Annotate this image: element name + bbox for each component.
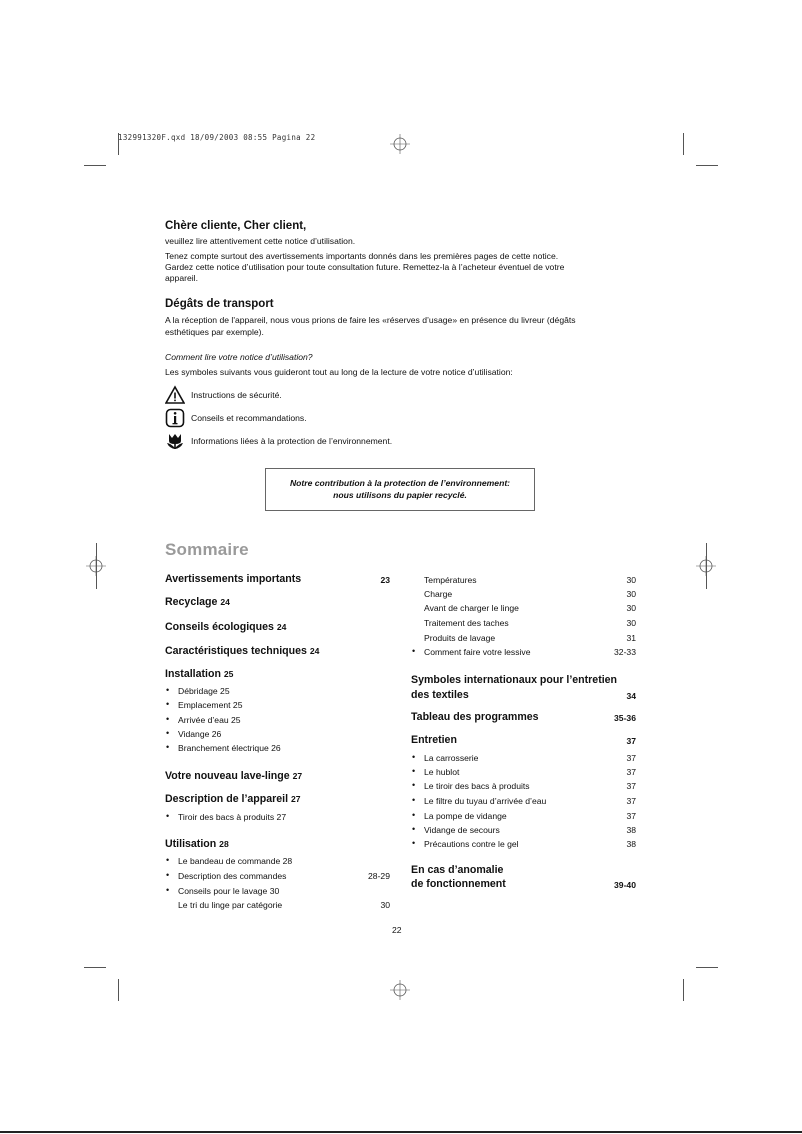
symbol-label-info: Conseils et recommandations. [191,413,307,423]
bullet: • [166,728,170,738]
warning-triangle-icon [165,385,185,405]
registration-mark-icon [390,134,410,154]
bullet: • [166,870,170,880]
crop-mark [118,979,119,1001]
toc-item: Conseils pour le lavage 30 [178,886,280,896]
toc-subitem: Charge [424,589,453,599]
crop-mark [96,543,97,589]
bullet: • [166,855,170,865]
bullet: • [412,838,416,848]
sommaire-title: Sommaire [165,540,249,559]
toc-item: La pompe de vidange [424,811,507,821]
intro-paragraph-2-line-3: appareil. [165,273,198,283]
toc-symboles-line-1: Symboles internationaux pour l’entretien [411,674,618,686]
toc-subitem-page: 30 [626,618,636,628]
toc-item: Précautions contre le gel [424,839,519,849]
toc-item: Arrivée d’eau 25 [178,715,241,725]
toc-subitem-page: 30 [626,575,636,585]
toc-subitem-page: 31 [626,633,636,643]
bullet: • [412,752,416,762]
symbol-label-safety: Instructions de sécurité. [191,390,282,400]
intro-paragraph-2-line-2: Gardez cette notice d’utilisation pour toute consultation future. Remettez-la à l’acheteur éventuel de votre [165,262,565,272]
toc-item-page: 37 [626,811,636,821]
crop-mark [683,133,684,155]
note-line-1: Notre contribution à la protection de l’environnement: [289,478,511,488]
toc-subitem-page: 30 [626,589,636,599]
toc-subitem: Le tri du linge par catégorie [178,900,283,910]
bullet: • [166,685,170,695]
page-number: 22 [392,925,402,935]
intro-paragraph-1: veuillez lire attentivement cette notice d’utilisation. [165,236,356,246]
howto-question: Comment lire votre notice d’utilisation? [165,352,313,362]
toc-caracteristiques: Caractéristiques techniques 24 [165,645,320,657]
recycled-paper-note [265,468,535,511]
toc-subitem-page: 30 [626,603,636,613]
toc-item-page: 38 [626,825,636,835]
info-icon [165,408,185,428]
bullet: • [412,766,416,776]
intro-title: Chère cliente, Cher client, [165,220,307,232]
crop-mark [706,543,707,589]
toc-entretien: Entretien [411,734,457,746]
toc-item: Débridage 25 [178,686,230,696]
toc-subitem: Températures [424,575,477,585]
toc-item-page: 28-29 [368,871,390,881]
toc-avertissements: Avertissements importants [165,573,302,585]
bullet: • [412,824,416,834]
toc-item: Description des commandes [178,871,287,881]
symbol-label-environment: Informations liées à la protection de l’environnement. [191,436,393,446]
toc-nouveau-lave-linge: Votre nouveau lave-linge 27 [165,770,303,782]
bullet: • [412,810,416,820]
note-line-2: nous utilisons du papier recyclé. [333,489,467,500]
toc-subitem: Produits de lavage [424,633,496,643]
toc-item: Vidange de secours [424,825,500,835]
transport-line-1: A la réception de l'appareil, nous vous prions de faire les «réserves d’usage» en présence du livreur (dégâts [165,315,576,325]
intro-paragraph-2-line-1: Tenez compte surtout des avertissements importants donnés dans les premières pages de cette notice. [165,251,559,261]
bullet: • [166,714,170,724]
toc-anomalie-line-2: de fonctionnement [411,878,506,890]
toc-item: Emplacement 25 [178,700,243,710]
toc-item-page: 37 [626,796,636,806]
bullet: • [166,742,170,752]
symbol-row-info [165,408,307,428]
toc-installation: Installation 25 [165,668,234,680]
symbol-row-safety [165,385,282,405]
toc-subitem: Avant de charger le linge [424,603,519,613]
toc-tableau-programmes: Tableau des programmes [411,711,539,723]
toc-item-page: 32-33 [614,647,636,657]
toc-item: La carrosserie [424,753,479,763]
toc-symboles-page: 34 [626,691,636,701]
toc-avertissements-page: 23 [380,575,390,585]
howto-intro: Les symboles suivants vous guideront tout au long de la lecture de votre notice d’utilisation: [165,367,513,377]
toc-item: Le bandeau de commande 28 [178,856,293,866]
toc-recyclage: Recyclage 24 [165,596,230,608]
bullet: • [166,885,170,895]
bullet: • [166,811,170,821]
crop-mark [84,967,106,968]
toc-subitem-page: 30 [380,900,390,910]
toc-item: Comment faire votre lessive [424,647,531,657]
toc-subitem: Traitement des taches [424,618,509,628]
toc-item-page: 37 [626,767,636,777]
bullet: • [412,646,416,656]
toc-item-page: 37 [626,753,636,763]
bottom-rule [0,1131,802,1133]
toc-anomalie-page: 39-40 [614,880,636,890]
toc-item: Le hublot [424,767,460,777]
bullet: • [166,699,170,709]
toc-item: Tiroir des bacs à produits 27 [178,812,287,822]
toc-item: Vidange 26 [178,729,222,739]
registration-mark-icon [390,980,410,1000]
toc-item: Le tiroir des bacs à produits [424,781,530,791]
toc-item: Le filtre du tuyau d’arrivée d’eau [424,796,547,806]
toc-conseils-ecologiques: Conseils écologiques 24 [165,621,287,633]
bullet: • [412,795,416,805]
print-slug: 132991320F.qxd 18/09/2003 08:55 Pagina 22 [118,133,316,142]
bullet: • [412,780,416,790]
toc-item-page: 38 [626,839,636,849]
toc-item: Branchement électrique 26 [178,743,281,753]
crop-mark [696,165,718,166]
symbol-row-environment [165,431,392,451]
crop-mark [84,165,106,166]
transport-line-2: esthétiques par exemple). [165,327,264,337]
toc-tableau-page: 35-36 [614,713,636,723]
crop-mark [683,979,684,1001]
toc-item-page: 37 [626,781,636,791]
toc-entretien-page: 37 [626,736,636,746]
toc-description-appareil: Description de l’appareil 27 [165,793,301,805]
environment-flower-icon [165,431,185,451]
transport-title: Dégâts de transport [165,298,274,310]
crop-mark [696,967,718,968]
toc-utilisation: Utilisation 28 [165,838,229,850]
toc-symboles-line-2: des textiles [411,689,469,701]
toc-anomalie-line-1: En cas d’anomalie [411,864,504,876]
